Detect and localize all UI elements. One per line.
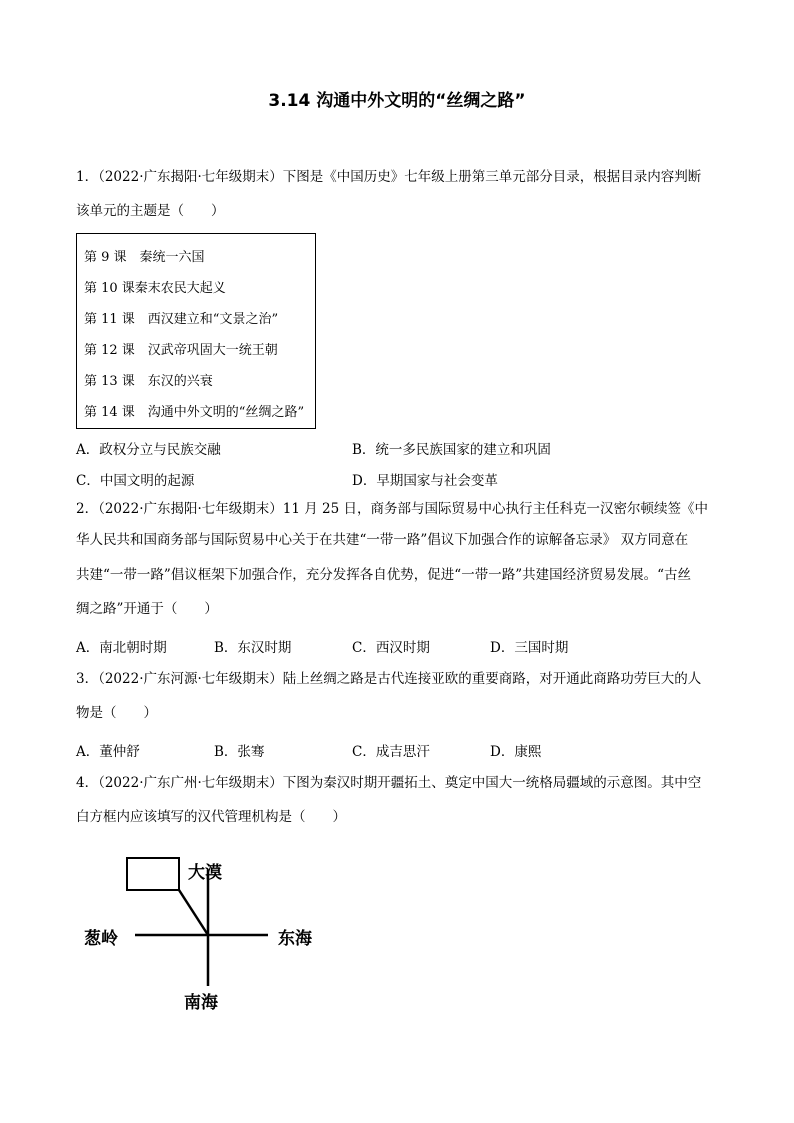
q1-stem-line1: 1．（2022·广东揭阳·七年级期末）下图是《中国历史》七年级上册第三单元部分目录，根据目录内容判断 — [76, 169, 702, 185]
q1-option-a[interactable]: A．政权分立与民族交融 — [76, 442, 221, 458]
box-connector-line — [179, 890, 208, 935]
q3-stem-line1: 3．（2022·广东河源·七年级期末）陆上丝绸之路是古代连接亚欧的重要商路，对开通此商路功劳巨大的人 — [76, 671, 702, 687]
toc-item: 第 14 课 沟通中外文明的“丝绸之路” — [84, 405, 305, 420]
q2-option-b[interactable]: B．东汉时期 — [214, 640, 292, 656]
territory-diagram — [80, 850, 340, 1020]
q1-table-of-contents — [76, 233, 316, 429]
label-east: 东海 — [278, 929, 312, 949]
q3-option-d[interactable]: D．康熙 — [490, 744, 542, 760]
q3-option-b[interactable]: B．张骞 — [214, 744, 265, 760]
toc-item: 第 10 课秦末农民大起义 — [84, 281, 226, 296]
label-west: 葱岭 — [84, 929, 118, 949]
label-north: 大漠 — [188, 863, 222, 883]
q1-option-b[interactable]: B．统一多民族国家的建立和巩固 — [352, 442, 551, 458]
label-south: 南海 — [184, 993, 218, 1013]
q1-stem-line2: 该单元的主题是（ ） — [76, 203, 225, 219]
blank-answer-box — [127, 858, 179, 890]
q2-stem-line4: 绸之路”开通于（ ） — [76, 601, 218, 617]
q2-stem-line1: 2．（2022·广东揭阳·七年级期末）11 月 25 日，商务部与国际贸易中心执行主任科克一汉密尔顿续签《中 — [76, 501, 709, 517]
q4-stem-line1: 4．（2022·广东广州·七年级期末）下图为秦汉时期开疆拓土、奠定中国大一统格局疆域的示意图。其中空 — [76, 775, 702, 791]
q1-option-d[interactable]: D．早期国家与社会变革 — [352, 473, 498, 489]
toc-item: 第 11 课 西汉建立和“文景之治” — [84, 312, 279, 327]
q2-option-a[interactable]: A．南北朝时期 — [76, 640, 167, 656]
toc-item: 第 13 课 东汉的兴衰 — [84, 374, 213, 389]
q2-option-d[interactable]: D．三国时期 — [490, 640, 569, 656]
q4-stem-line2: 白方框内应该填写的汉代管理机构是（ ） — [76, 809, 346, 825]
toc-item: 第 9 课 秦统一六国 — [84, 250, 205, 265]
q2-stem-line2: 华人民共和国商务部与国际贸易中心关于在共建“一带一路”倡议下加强合作的谅解备忘录》 双方同意在 — [76, 532, 689, 548]
q2-stem-line3: 共建“一带一路”倡议框架下加强合作，充分发挥各自优势，促进“一带一路”共建国经济贸易发展。“古丝 — [76, 567, 692, 583]
q3-stem-line2: 物是（ ） — [76, 705, 157, 721]
toc-item: 第 12 课 汉武帝巩固大一统王朝 — [84, 343, 278, 358]
q3-option-c[interactable]: C．成吉思汗 — [352, 744, 430, 760]
q1-option-c[interactable]: C．中国文明的起源 — [76, 473, 195, 489]
page-title: 3.14 沟通中外文明的“丝绸之路” — [268, 91, 526, 111]
q3-option-a[interactable]: A．董仲舒 — [76, 744, 140, 760]
q2-option-c[interactable]: C．西汉时期 — [352, 640, 430, 656]
